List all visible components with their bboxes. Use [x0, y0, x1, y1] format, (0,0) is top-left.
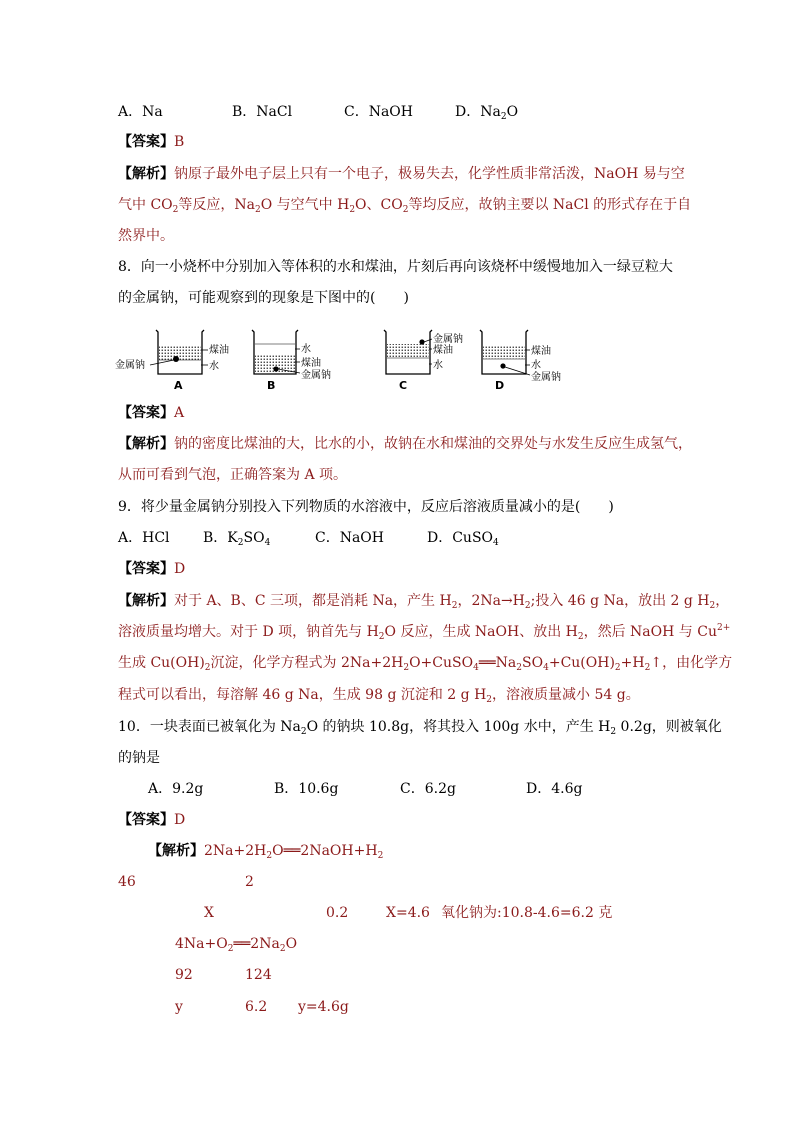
q8-analysis-line2: 从而可看到气泡，正确答案为 A 项。	[118, 467, 348, 483]
q7-option-d: D．$Na_2O$	[455, 104, 519, 122]
q10-stem-line1: 10．一块表面已被氧化为 $Na_2O$ 的钠块 10.8g，将其投入 100g 水中，产生 $H_2$ 0.2g，则被氧化	[118, 719, 722, 737]
q7-answer: 【答案】B	[118, 134, 185, 150]
letter-a: A	[174, 379, 183, 392]
q9-analysis-line1: 【解析】对于 A、B、C 三项，都是消耗 Na，产生 $H_2$，$2Na\to H_2$;投入 46 g Na，放出 2 g $H_2$，	[118, 593, 730, 611]
q9-option-d: D．CuSO$_4$	[427, 530, 499, 548]
q10-x-result: X=4.6	[386, 905, 430, 921]
sodium-piece	[273, 366, 278, 371]
label-b-water: 水	[301, 344, 311, 355]
sodium-piece	[419, 339, 424, 344]
q9-answer: 【答案】D	[118, 561, 186, 577]
q7-option-c: C．NaOH	[344, 104, 413, 120]
beaker-b	[252, 330, 331, 392]
q10-analysis-eq1: 【解析】$2Na+2H_2O══2NaOH+H_2$	[148, 843, 384, 861]
q10-ratio-124: 124	[245, 967, 272, 983]
beaker-d	[480, 330, 561, 392]
sodium-piece	[173, 356, 179, 362]
letter-c: C	[399, 379, 408, 392]
q10-ratio-2: 2	[245, 874, 254, 890]
label-c-water: 水	[433, 360, 443, 371]
q10-option-b: B．10.6g	[274, 781, 339, 797]
q10-var-y: y	[175, 999, 183, 1015]
label-b-oil: 煤油	[301, 358, 321, 369]
q10-option-c: C．6.2g	[400, 781, 456, 797]
q10-ratio-46: 46	[118, 874, 136, 890]
beaker-a	[115, 330, 229, 392]
label-a-oil: 煤油	[209, 345, 229, 356]
label-c-oil: 煤油	[433, 345, 453, 356]
q10-analysis-eq2: $4Na+O_2══2Na_2O$	[175, 936, 298, 954]
q8-stem-line2: 的金属钠，可能观察到的现象是下图中的( )	[118, 290, 409, 306]
q9-stem: 9．将少量金属钠分别投入下列物质的水溶液中，反应后溶液质量减小的是( )	[118, 499, 614, 515]
q10-ratio-92: 92	[175, 967, 193, 983]
q10-sodium-oxide-calc: 氧化钠为:10.8-4.6=6.2 克	[441, 905, 613, 921]
label-a-water: 水	[209, 361, 219, 372]
q9-option-b: B．$K_2SO_4$	[203, 530, 271, 548]
q9-analysis-line4: 程式可以看出，每溶解 46 g Na，生成 98 g 沉淀和 2 g $H_2$，溶液质量减小 54 g。	[118, 687, 640, 705]
q8-beaker-figure	[110, 322, 580, 394]
q9-analysis-line2: 溶液质量均增大。对于 D 项，钠首先与 $H_2O$ 反应，生成 NaOH、放出 $H_2$，然后 NaOH 与 $Cu^{2+}$	[118, 623, 731, 642]
q7-option-b: B．NaCl	[232, 104, 293, 120]
q8-stem-line1: 8．向一小烧杯中分别加入等体积的水和煤油，片刻后再向该烧杯中缓慢地加入一绿豆粒大	[118, 259, 673, 275]
q9-option-c: C．NaOH	[315, 530, 384, 546]
label-c-sodium: 金属钠	[433, 334, 463, 345]
q7-option-a: A．Na	[118, 104, 163, 120]
q10-val-6.2: 6.2	[245, 999, 268, 1015]
q9-option-a: A．HCl	[118, 530, 170, 546]
sodium-piece	[500, 363, 505, 368]
q7-analysis-line3: 然界中。	[118, 228, 174, 244]
label-d-sodium: 金属钠	[531, 372, 561, 383]
q10-y-result: y=4.6g	[298, 999, 349, 1015]
q10-stem-line2: 的钠是	[118, 750, 160, 766]
q9-analysis-line3: 生成 $Cu(OH)_2$沉淀，化学方程式为 $2Na+2H_2O+CuSO_4══Na_2SO_4+Cu(OH)_2+H_2↑$，由化学方	[118, 655, 733, 673]
q10-var-x: X	[204, 905, 214, 921]
q10-option-a: A．9.2g	[148, 781, 204, 797]
label-d-water: 水	[531, 360, 541, 371]
q8-analysis-line1: 【解析】钠的密度比煤油的大，比水的小，故钠在水和煤油的交界处与水发生反应生成氢气，	[118, 436, 692, 452]
label-d-oil: 煤油	[531, 346, 551, 357]
q7-analysis-line2: 气中 $CO_2$等反应，$Na_2O$ 与空气中 $H_2O$、$CO_2$等均反应，故钠主要以 NaCl 的形式存在于自	[118, 197, 692, 215]
label-a-sodium: 金属钠	[115, 360, 145, 371]
q10-answer: 【答案】D	[118, 812, 186, 828]
letter-b: B	[267, 379, 276, 392]
beaker-c	[384, 330, 463, 392]
label-b-sodium: 金属钠	[301, 370, 331, 381]
q10-val-0.2: 0.2	[326, 905, 349, 921]
q7-analysis-line1: 【解析】钠原子最外电子层上只有一个电子，极易失去，化学性质非常活泼，NaOH 易与空	[118, 166, 685, 182]
q10-option-d: D．4.6g	[526, 781, 583, 797]
q8-answer: 【答案】A	[118, 405, 185, 421]
letter-d: D	[495, 379, 505, 392]
